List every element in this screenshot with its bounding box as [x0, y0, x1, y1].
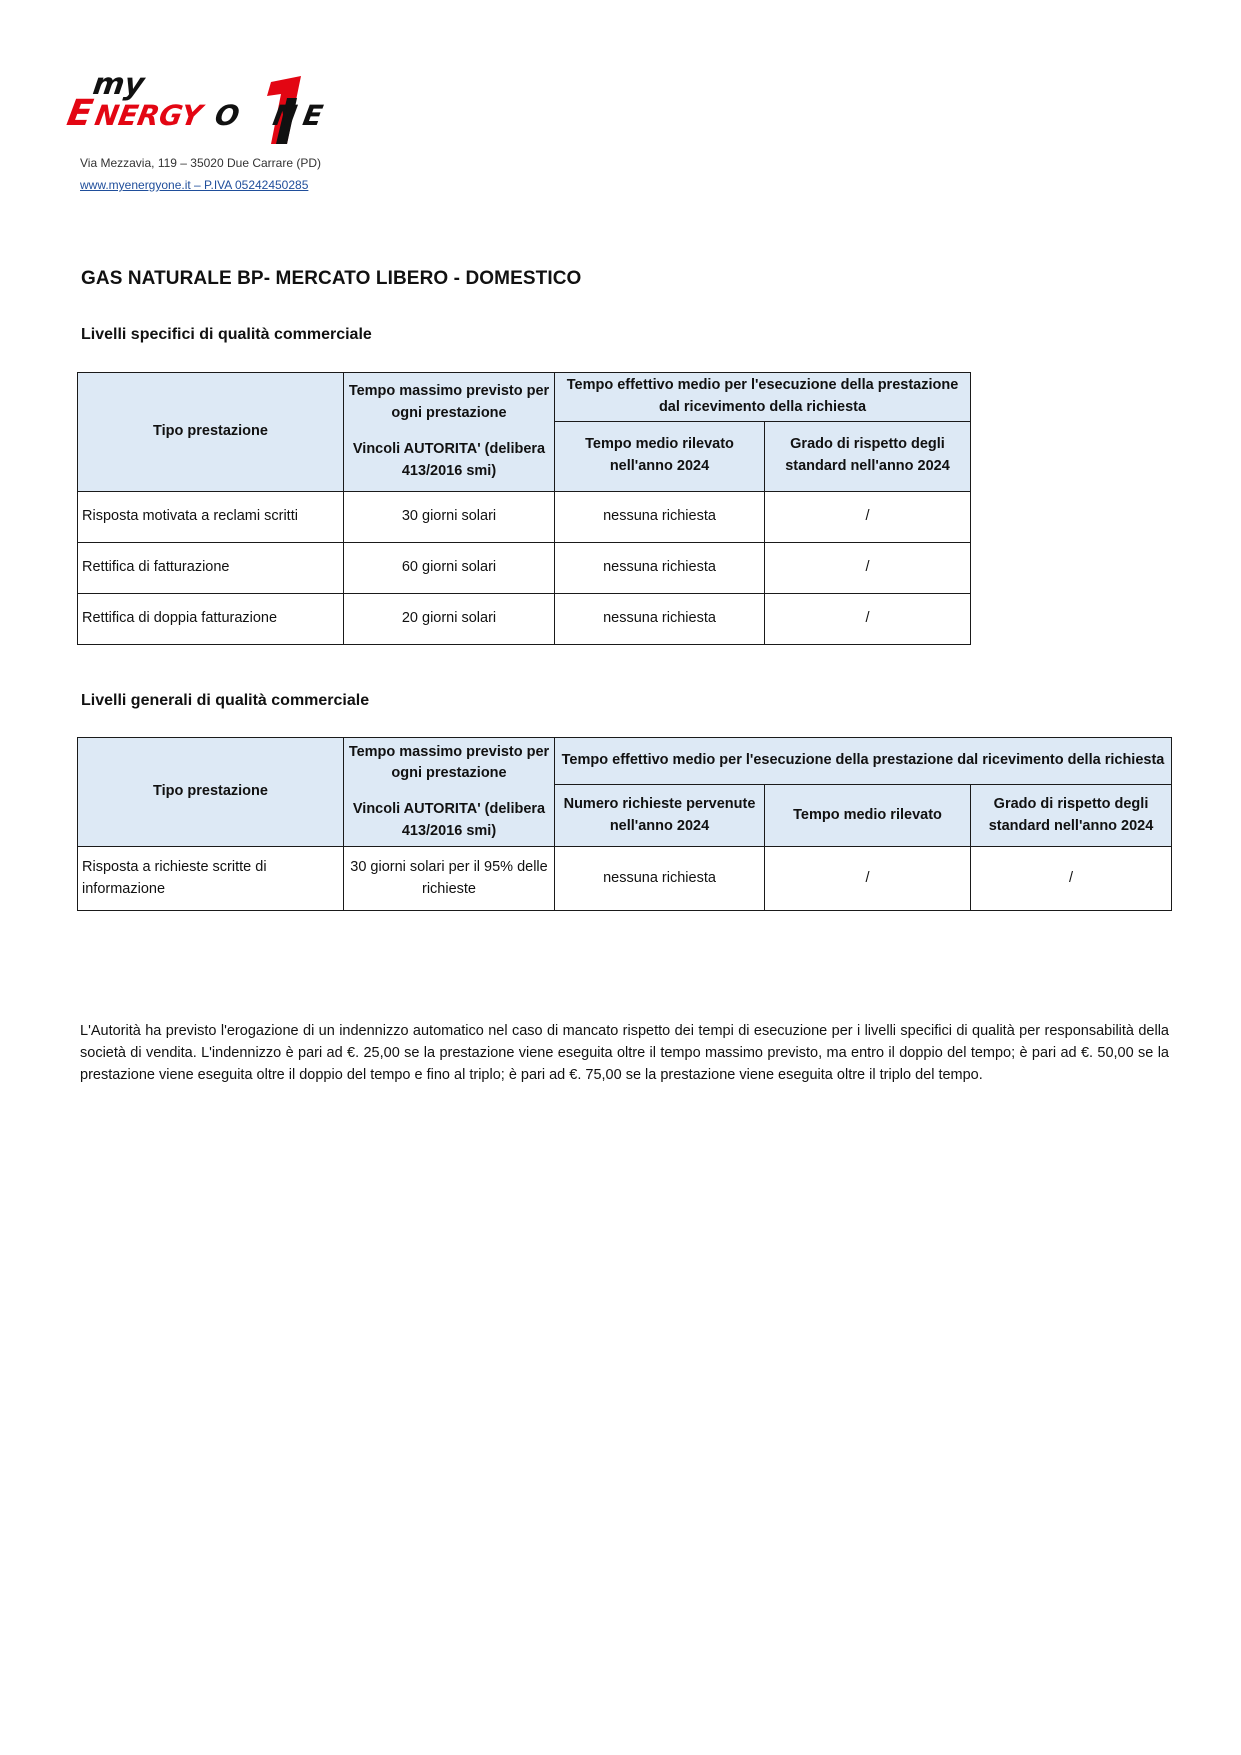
specific-quality-heading: Livelli specifici di qualità commerciale: [81, 326, 372, 343]
cell-grado: /: [765, 542, 971, 593]
company-website-link[interactable]: www.myenergyone.it – P.IVA 05242450285: [80, 178, 309, 192]
svg-text:NERGY: NERGY: [92, 99, 205, 132]
header-vincoli-autorita: Vincoli AUTORITA' (delibera 413/2016 smi): [352, 440, 546, 479]
cell-tempo: 30 giorni solari per il 95% delle richieste: [344, 847, 555, 911]
general-quality-table: [77, 737, 1172, 911]
svg-text:E: E: [64, 91, 97, 134]
header-tipo-prestazione: Tipo prestazione: [78, 738, 344, 847]
cell-grado: /: [971, 847, 1172, 911]
svg-text:N: N: [270, 99, 300, 132]
header-tipo-prestazione: Tipo prestazione: [78, 373, 344, 492]
general-quality-heading: Livelli generali di qualità commerciale: [81, 692, 370, 709]
company-logo: [64, 67, 365, 152]
indemnity-note: L'Autorità ha previsto l'erogazione di un indennizzo automatico nel caso di mancato rispetto dei tempi di esecuzione per i livelli specifici di qualità per responsabilità della società di vendita. L'indennizzo è pari ad €. 25,00 se la prestazione viene eseguita oltre il tempo massimo previsto, ma entro il doppio del tempo; è pari ad €. 50,00 se la prestazione viene eseguita oltre il doppio del tempo e fino al triplo; è pari ad €. 75,00 se la prestazione viene eseguita oltre il triplo del tempo.: [80, 1023, 1169, 1083]
cell-medio: nessuna richiesta: [555, 491, 765, 542]
cell-tempo: 20 giorni solari: [344, 593, 555, 644]
header-tempo-effettivo: Tempo effettivo medio per l'esecuzione della prestazione dal ricevimento della richiesta: [555, 373, 971, 422]
cell-medio: nessuna richiesta: [555, 593, 765, 644]
company-address: Via Mezzavia, 119 – 35020 Due Carrare (PD): [80, 156, 322, 170]
header-vincoli-autorita: Vincoli AUTORITA' (delibera 413/2016 smi): [352, 801, 546, 839]
table-row: [78, 542, 971, 593]
table-row: [78, 491, 971, 542]
cell-medio: /: [765, 847, 971, 911]
cell-tipo: Risposta motivata a reclami scritti: [78, 491, 344, 542]
cell-tipo: Risposta a richieste scritte di informazione: [78, 847, 344, 911]
svg-text:E: E: [300, 99, 326, 132]
table-row: [78, 847, 1172, 911]
logo-graphic: [64, 67, 365, 152]
header-grado-rispetto: Grado di rispetto degli standard nell'anno 2024: [971, 785, 1172, 847]
header-tempo-massimo-label: Tempo massimo previsto per ogni prestazione: [348, 743, 550, 782]
specific-quality-table: [77, 372, 971, 645]
cell-grado: /: [765, 491, 971, 542]
cell-tipo: Rettifica di doppia fatturazione: [78, 593, 344, 644]
header-tempo-massimo: [344, 373, 555, 492]
header-numero-richieste: Numero richieste pervenute nell'anno 2024: [555, 785, 765, 847]
svg-text:my: my: [90, 67, 147, 102]
cell-medio: nessuna richiesta: [555, 542, 765, 593]
svg-text:O: O: [212, 99, 243, 132]
cell-tempo: 30 giorni solari: [344, 491, 555, 542]
header-tempo-medio: Tempo medio rilevato nell'anno 2024: [555, 421, 765, 491]
header-tempo-massimo-label: Tempo massimo previsto per ogni prestazione: [348, 383, 550, 421]
table-row: [78, 593, 971, 644]
cell-tempo: 60 giorni solari: [344, 542, 555, 593]
header-tempo-effettivo: Tempo effettivo medio per l'esecuzione della prestazione dal ricevimento della richiesta: [555, 738, 1172, 785]
page-title: GAS NATURALE BP- MERCATO LIBERO - DOMESTICO: [81, 268, 582, 289]
cell-numero: nessuna richiesta: [555, 847, 765, 911]
cell-tipo: Rettifica di fatturazione: [78, 542, 344, 593]
header-tempo-massimo: [344, 738, 555, 847]
header-grado-rispetto: Grado di rispetto degli standard nell'anno 2024: [765, 421, 971, 491]
header-tempo-medio: Tempo medio rilevato: [765, 785, 971, 847]
cell-grado: /: [765, 593, 971, 644]
